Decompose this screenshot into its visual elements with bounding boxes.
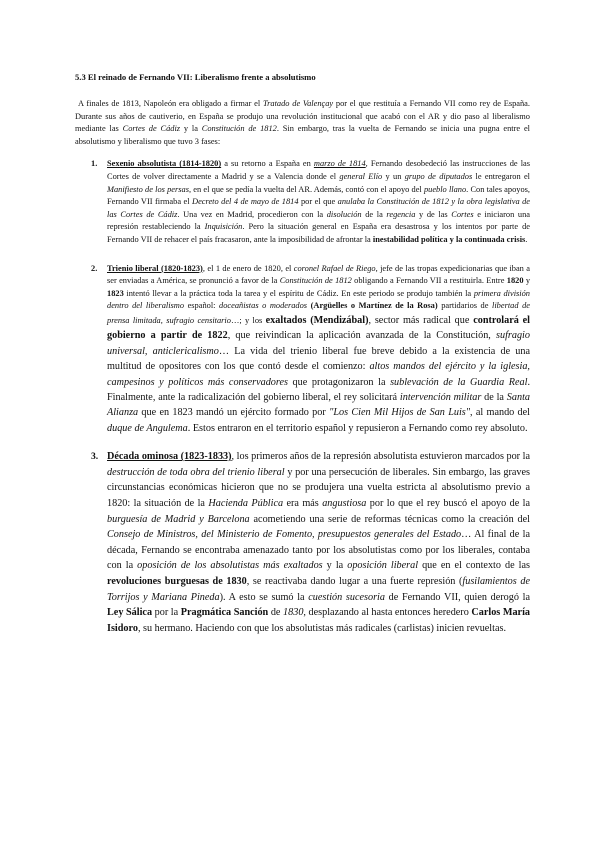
text-run: general Elío — [339, 171, 383, 181]
text-run: . — [525, 234, 528, 244]
text-run: (Argüelles o Martínez de la Rosa) — [310, 301, 438, 311]
text-run: intentó llevar a la práctica toda la tarea y el espíritu de Cádiz. En este periodo se produjo también la — [123, 288, 474, 298]
text-run: marzo de 1814 — [313, 159, 366, 169]
text-run: destrucción de toda obra del trienio liberal — [107, 466, 285, 478]
text-run: Consejo de Ministros, del Ministerio de Fomento, presupuestos generales del Estado — [107, 529, 462, 541]
intro-paragraph — [75, 98, 530, 148]
text-run: por la — [152, 607, 181, 619]
text-run: , sector más radical que — [368, 314, 474, 326]
text-run: oposición de los absolutistas más exaltados — [137, 560, 323, 572]
text-run: angustiosa — [322, 497, 367, 509]
text-run: sufragio universal, anticlericalismo — [107, 330, 530, 357]
text-run: Sexenio absolutista (1814-1820) — [107, 159, 222, 169]
text-run: , — [160, 315, 167, 325]
text-run: e iniciaron una represión restableciendo la — [107, 209, 530, 232]
text-run: . Pero la situación general en España era desastrosa y los intentos por parte de Fernando VII de rehacer el país fracasaron, ante la imposibilidad de afrontar la — [107, 222, 530, 244]
text-run: de Fernando VII, quien derogó la — [384, 591, 531, 603]
text-run: español: — [184, 301, 220, 311]
text-run: Inquisición — [204, 222, 243, 232]
text-run: grupo de diputados — [404, 171, 473, 181]
text-run: A finales de 1813, Napoleón era obligado a firmar el — [78, 99, 263, 108]
text-run: que protagonizaron la — [287, 376, 391, 388]
text-run: Pragmática Sanción — [180, 607, 269, 619]
text-run: . Con tales apoyos, Fernando VII firmaba el — [107, 184, 530, 207]
text-run: . Estos entraron en el territorio español y repusieron a Fernando como rey absoluto. — [187, 422, 528, 434]
text-run: fusilamientos de Torrijos y Mariana Pineda — [107, 575, 530, 603]
text-run: Carlos María Isidoro — [107, 607, 530, 634]
text-run: revoluciones burguesas de 1830 — [107, 575, 247, 587]
text-run: de la — [481, 391, 507, 403]
text-run: Ley Sálica — [107, 607, 153, 619]
text-run: Constitución de 1812 — [279, 276, 352, 286]
text-run: partidarios de — [437, 301, 493, 311]
text-run: acometiendo una serie de reformas técnicas como la creación del — [249, 513, 530, 525]
text-run: altos mandos del ejército y la iglesia, campesinos y políticos más conservadores — [107, 361, 530, 388]
text-run: , Fernando desobedeció las instrucciones de las Cortes de volver directamente a Madrid y se a Valencia donde el — [107, 159, 531, 181]
text-run: Decreto del 4 de mayo de 1814 — [192, 197, 299, 207]
text-run: y la — [180, 124, 202, 134]
text-run: por lo que el rey buscó el apoyo de la — [366, 497, 531, 509]
text-run: a su retorno a España en — [221, 159, 314, 169]
text-run: exaltados (Mendizábal) — [265, 314, 369, 326]
text-run: y por una persecución de liberales. Sin embargo, las graves circunstancias económicas hicieron que no se produjera una vuelta estricta al absolutismo previo a 1820: la situación de la — [107, 466, 531, 509]
phase-number: 2. — [91, 263, 98, 273]
text-run: oposición liberal — [347, 560, 419, 572]
text-run: , los primeros años de la represión absolutista estuvieron marcados por la — [231, 451, 530, 463]
document-page — [75, 72, 530, 636]
text-run: ). A esto se sumó la — [219, 591, 309, 603]
text-run: cuestión sucesoria — [308, 591, 385, 603]
text-run: sufragio censitario — [166, 315, 231, 325]
text-run: era más — [283, 497, 323, 509]
text-run: y de las — [415, 209, 452, 219]
text-run: por el que — [298, 197, 338, 207]
text-run: Hacienda Pública — [208, 497, 284, 509]
text-run: por el que restituía a Fernando VII como rey de España. Durante sus años de cautiverio, en España se produjo una revolución institucional que acabó con el AR y dio paso al liberalismo mediante las — [75, 99, 530, 134]
text-run: que en 1823 mandó un ejército formado por — [138, 407, 330, 419]
phases-list — [75, 158, 530, 636]
phase-item-decada — [75, 449, 530, 636]
text-run: , el 1 de enero de 1820, el — [202, 263, 294, 273]
phase-number: 3. — [91, 451, 99, 463]
text-run: …; y los — [230, 315, 266, 325]
text-run: coronel Rafael de Riego — [293, 263, 376, 273]
text-run: . Una vez en Madrid, procedieron con la — [177, 209, 327, 219]
text-run: Constitución de 1812 — [201, 124, 277, 134]
text-run: duque de Angulema — [107, 422, 188, 434]
text-run: obligando a Fernando VII a restituirla. Entre — [351, 276, 507, 286]
phase-number: 1. — [91, 159, 98, 169]
text-run: Trienio liberal (1820-1823) — [107, 263, 203, 273]
text-run: 1823 — [107, 288, 124, 298]
text-run: Década ominosa (1823-1833) — [107, 451, 232, 463]
text-run: intervención militar — [399, 391, 482, 403]
text-run: , al mando del — [470, 407, 531, 419]
phase-item-sexenio — [75, 158, 530, 246]
text-run: doceañistas o moderados — [219, 301, 308, 311]
text-run: . Sin embargo, tras la vuelta de Fernando se inicia una pugna entre el absolutismo y liberalismo que tuvo 3 fases: — [75, 124, 530, 146]
phase-text — [107, 451, 530, 634]
text-run: Santa Alianza — [107, 391, 530, 419]
text-run: Cortes — [451, 209, 474, 219]
text-run: anulaba la Constitución de 1812 y la obra legislativa de las Cortes de Cádiz — [107, 197, 530, 219]
text-run: , su hermano. Haciendo con que los absolutistas más radicales (carlistas) inicien revueltas. — [137, 622, 507, 634]
text-run: Manifiesto de los persas — [107, 184, 189, 194]
text-run: disolución — [326, 209, 362, 219]
text-run: y un — [382, 171, 405, 181]
text-run: , en el que se pedía la vuelta del AR. Además, contó con el apoyo del — [188, 184, 424, 194]
text-run: de — [268, 607, 284, 619]
text-run: burguesía de Madrid y Barcelona — [107, 513, 250, 525]
text-run: , que reivindican la aplicación avanzada de la Constitución, — [227, 330, 497, 342]
text-run: 1830 — [283, 607, 304, 619]
text-run: , jefe de las tropas expedicionarias que iban a ser enviadas a América, se pronunció a favor de la — [107, 263, 530, 286]
text-run: y — [523, 276, 531, 286]
text-run: que en el contexto de las — [418, 560, 530, 572]
text-run: , desplazando al hasta entonces heredero — [303, 607, 472, 619]
text-run: … Al final de la década, Fernando se encontraba amenazado tanto por los absolutistas como por los liberales, contaba con la — [107, 529, 530, 572]
text-run: , se reactivaba dando lugar a una fuerte represión ( — [246, 575, 463, 587]
phase-text — [107, 264, 530, 433]
text-run: Tratado de Valençay — [262, 99, 334, 108]
text-run: y la — [322, 560, 348, 572]
text-run: inestabilidad política y la continuada crisis — [372, 234, 526, 244]
text-run: regencia — [386, 209, 416, 219]
text-run: controlará el gobierno a partir de 1822 — [107, 314, 530, 342]
text-run: Cortes de Cádiz — [122, 124, 181, 134]
phase-item-trienio — [75, 263, 530, 437]
text-run: . Finalmente, ante la radicalización del gobierno liberal, el rey solicitará — [107, 376, 530, 403]
section-title: 5.3 El reinado de Fernando VII: Liberalismo frente a absolutismo — [75, 72, 316, 82]
text-run: … La vida del trienio liberal fue breve debido a la existencia de una multitud de opositores con los que contó desde el comienzo: — [107, 345, 530, 373]
phase-text — [107, 159, 530, 244]
text-run: sublevación de la Guardia Real — [390, 376, 528, 388]
text-run: 1820 — [506, 276, 524, 286]
text-run: libertad de prensa limitada — [107, 301, 530, 325]
text-run: primera división dentro del liberalismo — [107, 288, 530, 311]
text-run: pueblo llano — [423, 184, 467, 194]
text-run: de la — [361, 209, 387, 219]
text-run: le entregaron el — [472, 171, 531, 181]
text-run: "Los Cien Mil Hijos de San Luis" — [329, 407, 471, 419]
